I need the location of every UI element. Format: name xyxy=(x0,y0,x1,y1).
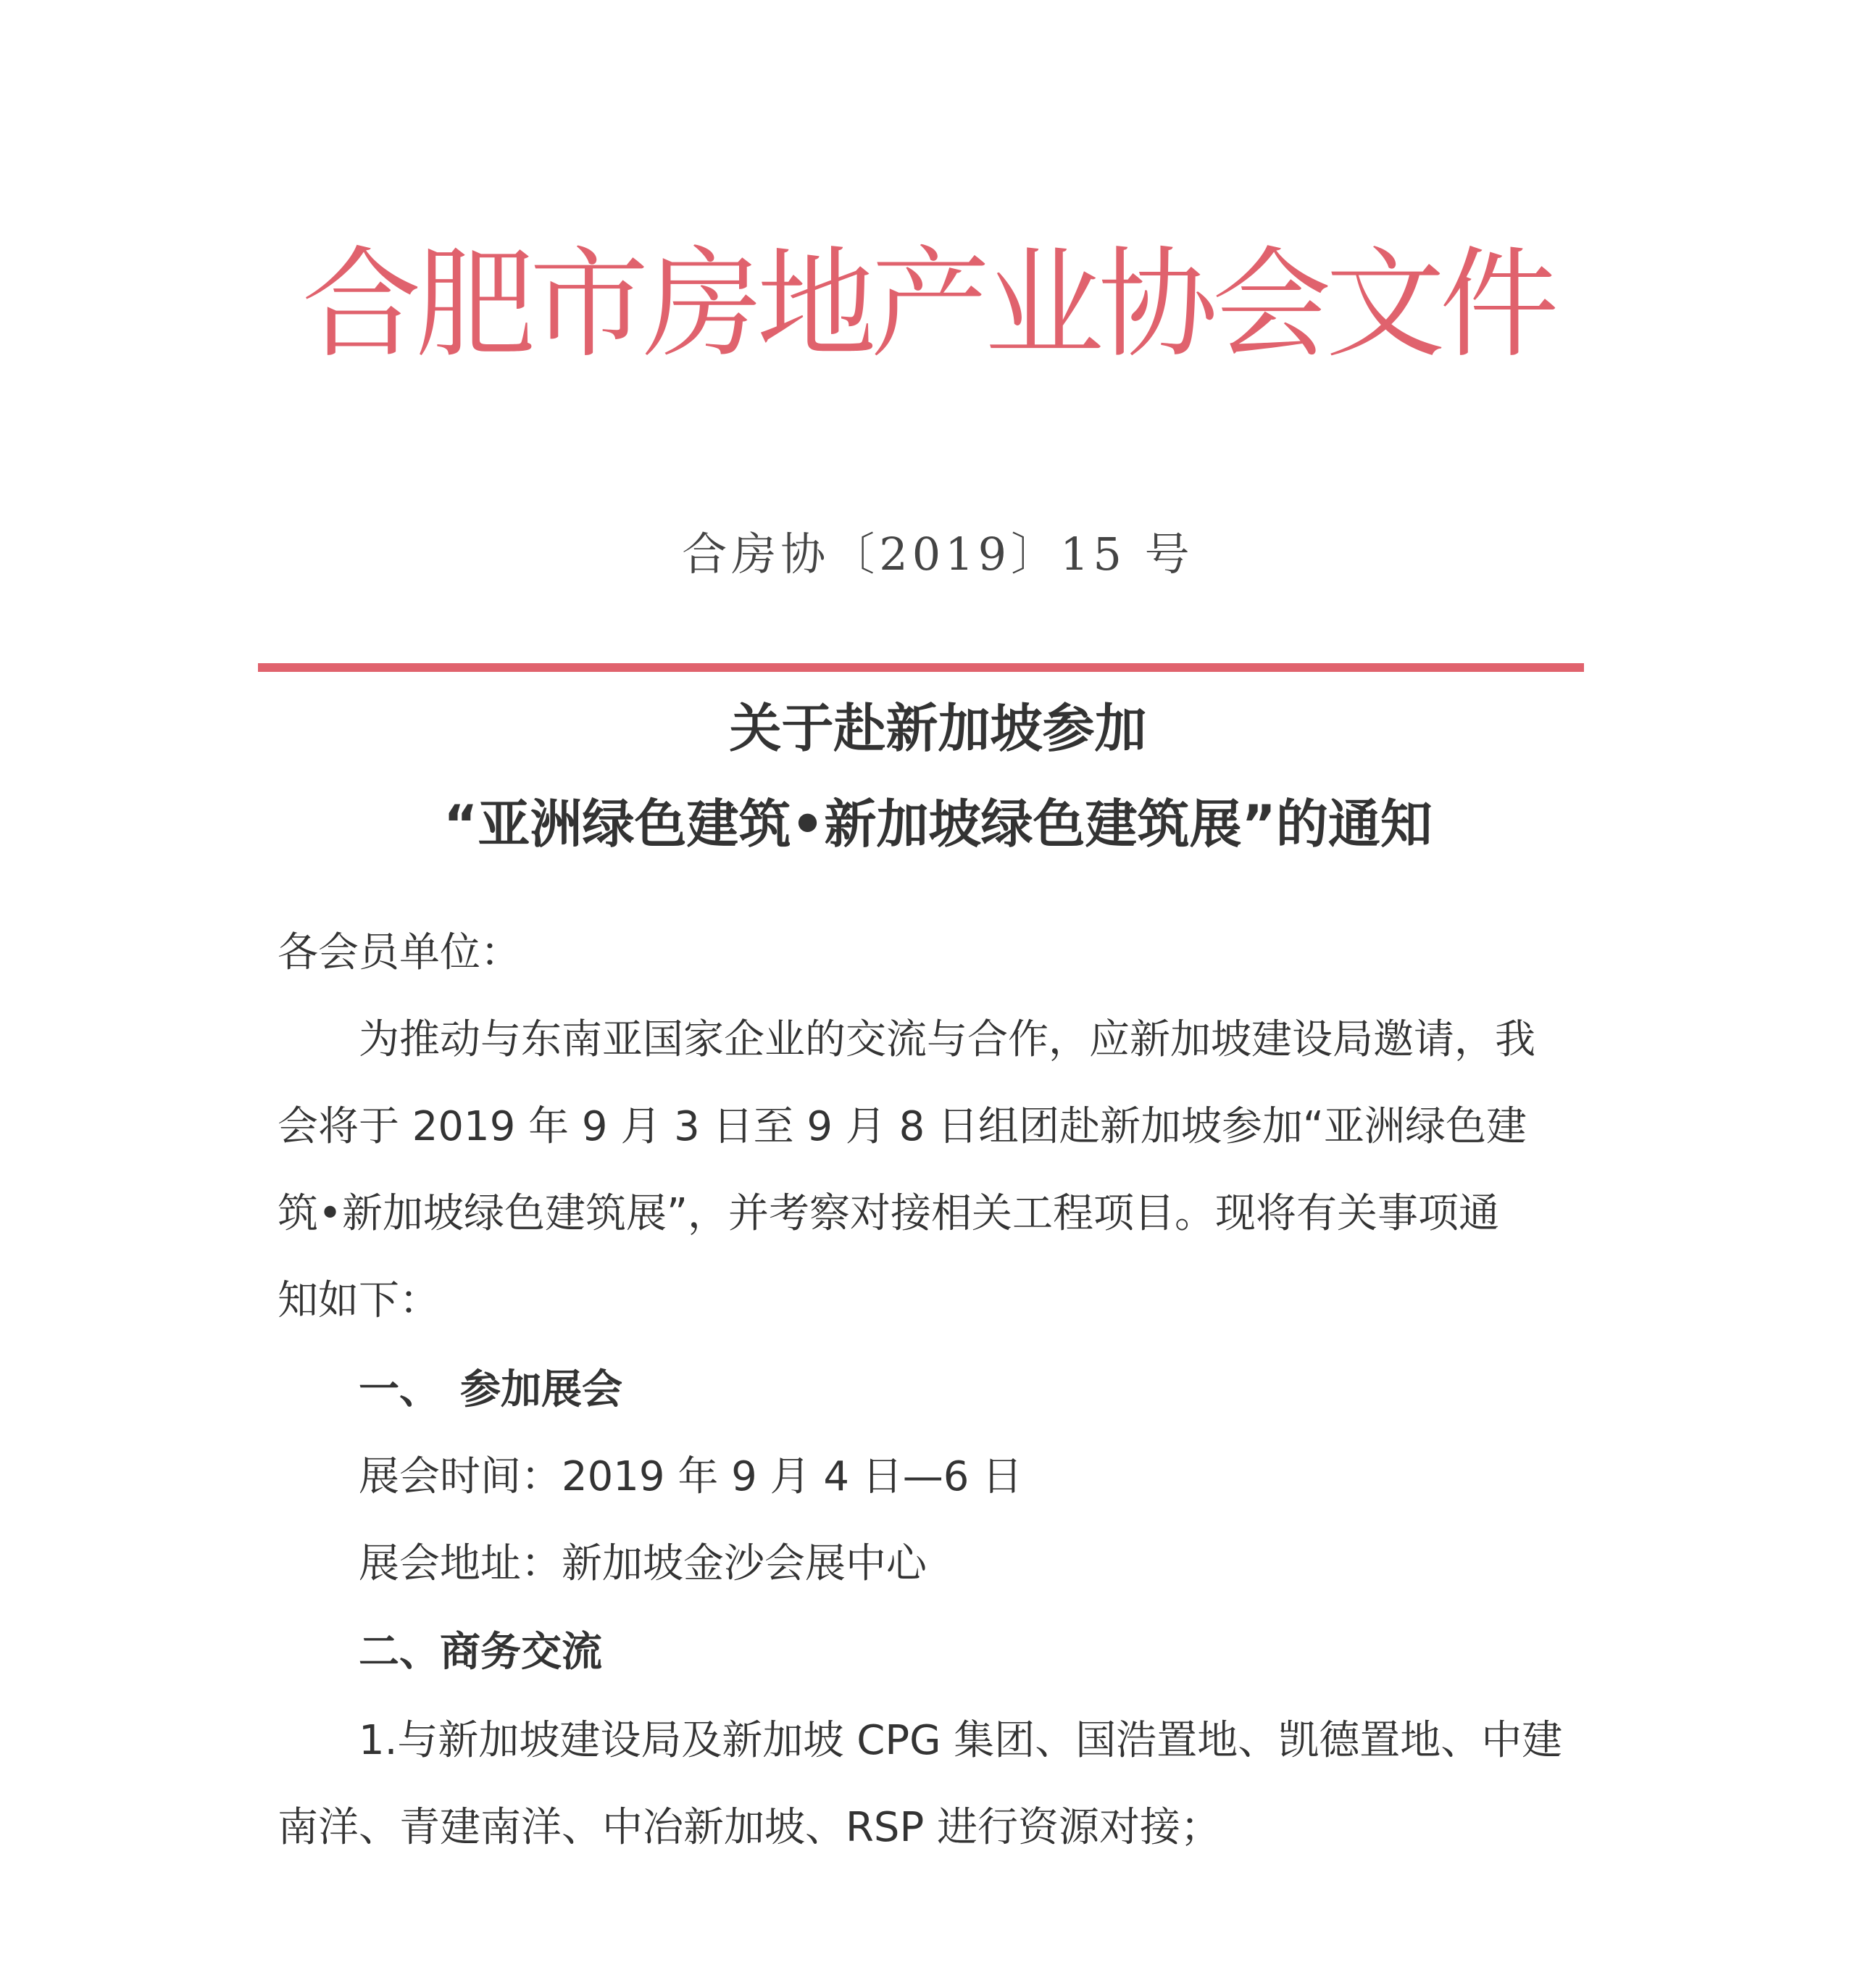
letterhead-divider xyxy=(258,663,1584,672)
exhibition-address: 展会地址：新加坡金沙会展中心 xyxy=(359,1540,927,1587)
notice-title-line-1: 关于赴新加坡参加 xyxy=(729,698,1147,759)
section-2-heading: 二、商务交流 xyxy=(359,1629,602,1676)
section-2-item-1-line-2: 南洋、青建南洋、中冶新加坡、RSP 进行资源对接； xyxy=(278,1804,1222,1851)
exhibition-time: 展会时间：2019 年 9 月 4 日—6 日 xyxy=(359,1453,1023,1500)
intro-line-3: 筑•新加坡绿色建筑展”，并考察对接相关工程项目。现将有关事项通 xyxy=(278,1190,1500,1237)
letterhead-title: 合肥市房地产业协会文件 xyxy=(301,235,1554,374)
intro-line-1: 为推动与东南亚国家企业的交流与合作，应新加坡建设局邀请，我 xyxy=(359,1016,1535,1063)
intro-line-2: 会将于 2019 年 9 月 3 日至 9 月 8 日组团赴新加坡参加“亚洲绿色建 xyxy=(278,1103,1527,1150)
section-2-item-1-line-1: 1.与新加坡建设局及新加坡 CPG 集团、国浩置地、凯德置地、中建 xyxy=(359,1717,1563,1764)
notice-title-line-2: “亚洲绿色建筑•新加坡绿色建筑展”的通知 xyxy=(443,794,1433,855)
salutation: 各会员单位： xyxy=(278,929,521,976)
section-1-heading: 一、 参加展会 xyxy=(359,1366,622,1413)
document-number: 合房协〔2019〕15 号 xyxy=(682,528,1194,581)
intro-line-4: 知如下： xyxy=(278,1277,440,1324)
